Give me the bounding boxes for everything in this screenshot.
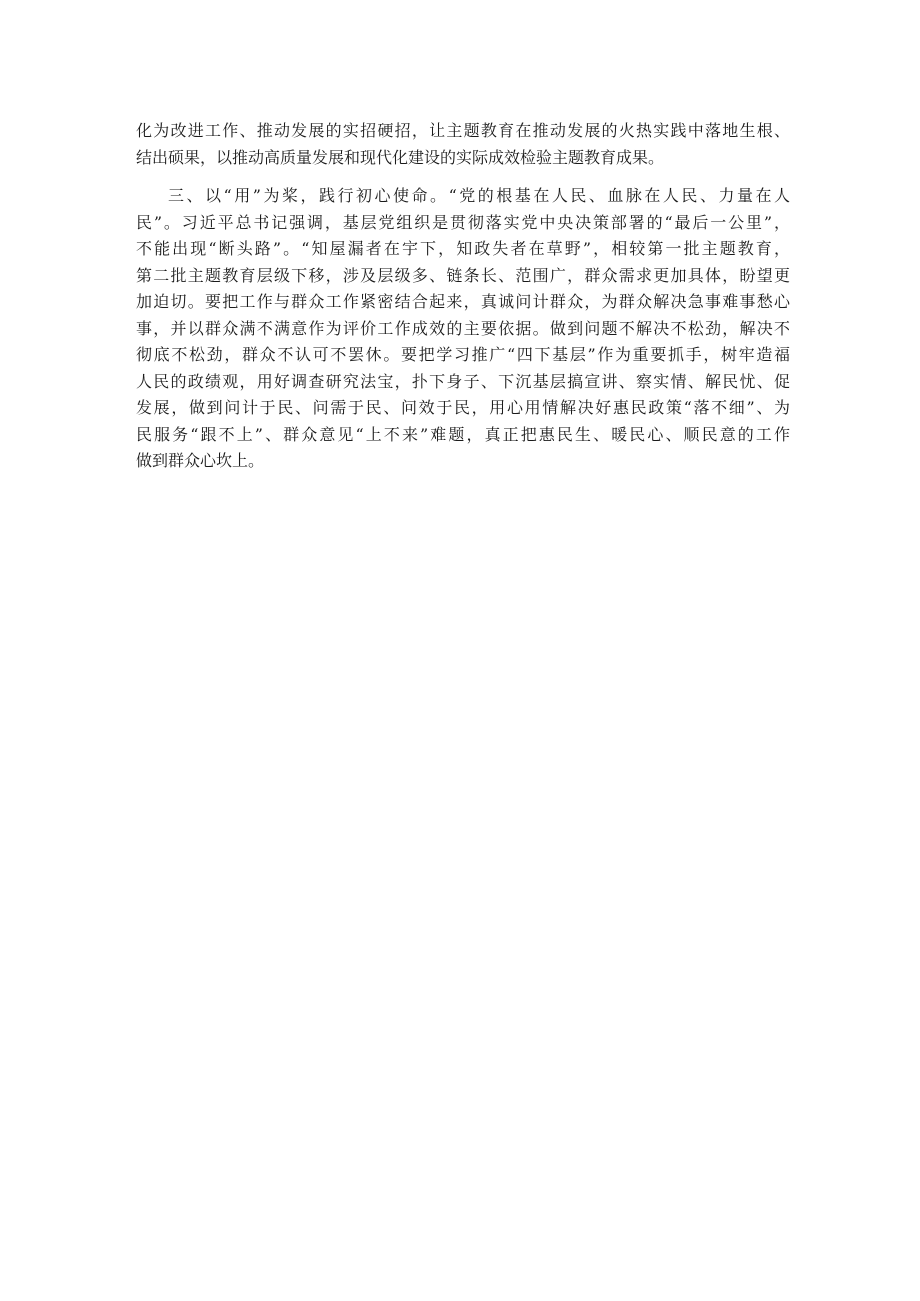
paragraph-line: 彻底不松劲，群众不认可不罢休。要把学习推广“四下基层”作为重要抓手，树牢造福	[136, 345, 790, 364]
paragraph-line: 化为改进工作、推动发展的实招硬招，让主题教育在推动发展的火热实践中落地生根、	[136, 121, 790, 140]
paragraph-line: 民服务“跟不上”、群众意见“上不来”难题，真正把惠民生、暖民心、顺民意的工作	[136, 424, 790, 444]
paragraph-line: 做到群众心坎上。	[136, 451, 265, 470]
paragraph-line: 三、以“用”为桨，践行初心使命。“党的根基在人民、血脉在人民、力量在人	[168, 186, 790, 205]
paragraph-line: 结出硕果，以推动高质量发展和现代化建设的实际成效检验主题教育成果。	[136, 147, 665, 167]
paragraph-1	[136, 118, 790, 171]
paragraph-2	[136, 183, 790, 475]
document-body	[136, 118, 790, 475]
paragraph-line: 事，并以群众满不满意作为评价工作成效的主要依据。做到问题不解决不松劲，解决不	[136, 318, 790, 338]
paragraph-line: 加迫切。要把工作与群众工作紧密结合起来，真诚问计群众，为群众解决急事难事愁心	[136, 292, 790, 311]
paragraph-line: 发展，做到问计于民、问需于民、问效于民，用心用情解决好惠民政策“落不细”、为	[136, 398, 790, 417]
paragraph-line: 第二批主题教育层级下移，涉及层级多、链条长、范围广，群众需求更加具体，盼望更	[136, 265, 790, 285]
paragraph-line: 不能出现“断头路”。“知屋漏者在宇下，知政失者在草野”，相较第一批主题教育，	[136, 239, 790, 258]
paragraph-gap	[136, 171, 790, 183]
paragraph-line: 民”。习近平总书记强调，基层党组织是贯彻落实党中央决策部署的“最后一公里”，	[136, 212, 790, 232]
paragraph-line: 人民的政绩观，用好调查研究法宝，扑下身子、下沉基层搞宣讲、察实情、解民忧、促	[136, 371, 790, 391]
